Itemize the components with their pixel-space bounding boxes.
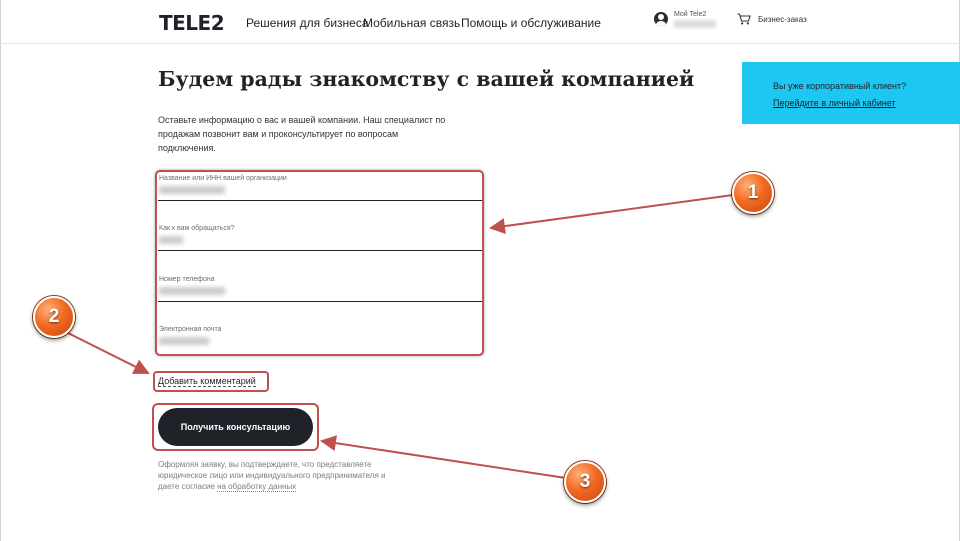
nav-business-solutions[interactable]: Решения для бизнеса — [246, 16, 369, 30]
email-value-redacted — [159, 337, 209, 345]
name-field[interactable] — [158, 222, 482, 251]
add-comment-link[interactable]: Добавить комментарий — [158, 376, 256, 386]
email-field[interactable] — [158, 323, 482, 352]
phone-field[interactable] — [158, 273, 482, 302]
nav-help-service[interactable]: Помощь и обслуживание — [461, 16, 601, 30]
nav-mobile-service[interactable]: Мобильная связь — [363, 16, 461, 30]
company-field-label: Название или ИНН вашей организации — [159, 175, 287, 182]
phone-value-redacted — [159, 287, 225, 295]
user-icon[interactable] — [654, 12, 668, 26]
tele2-logo[interactable]: TELE2 — [159, 11, 225, 35]
consent-text — [158, 459, 388, 492]
email-field-label: Электронная почта — [159, 326, 222, 333]
name-field-label: Как к вам обращаться? — [159, 225, 235, 232]
annotation-badge-2: 2 — [33, 296, 75, 338]
annotation-badge-1: 1 — [732, 172, 774, 214]
get-consultation-button[interactable]: Получить консультацию — [158, 408, 313, 446]
window-border-left — [0, 0, 1, 541]
name-value-redacted — [159, 236, 183, 244]
cart-icon[interactable] — [737, 13, 751, 25]
corporate-client-card — [742, 62, 960, 124]
intro-text: Оставьте информацию о вас и вашей компании. Наш специалист по продажам позвонит вам и проконсультирует по вопросам подключения. — [158, 115, 446, 153]
annotation-badge-3: 3 — [564, 461, 606, 503]
user-number-redacted — [674, 20, 716, 28]
corporate-client-question: Вы уже корпоративный клиент? — [773, 81, 907, 91]
personal-account-link[interactable]: Перейдите в личный кабинет — [773, 98, 896, 108]
arrow-2 — [66, 332, 148, 373]
data-processing-link[interactable]: на обработку данных — [217, 482, 297, 491]
page-title: Будем рады знакомству с вашей компанией — [158, 67, 695, 91]
consent-body: Оформляя заявку, вы подтверждаете, что представляете юридическое лицо или индивидуального предпринимателя и даете согласие — [158, 460, 386, 491]
phone-field-label: Номер телефона — [159, 276, 215, 283]
my-tele2-label[interactable]: Мой Tele2 — [674, 11, 707, 18]
company-value-redacted — [159, 186, 225, 194]
arrow-1 — [491, 195, 733, 228]
company-field[interactable] — [158, 172, 482, 201]
site-header — [0, 0, 960, 44]
business-order-link[interactable]: Бизнес-заказ — [758, 15, 807, 24]
